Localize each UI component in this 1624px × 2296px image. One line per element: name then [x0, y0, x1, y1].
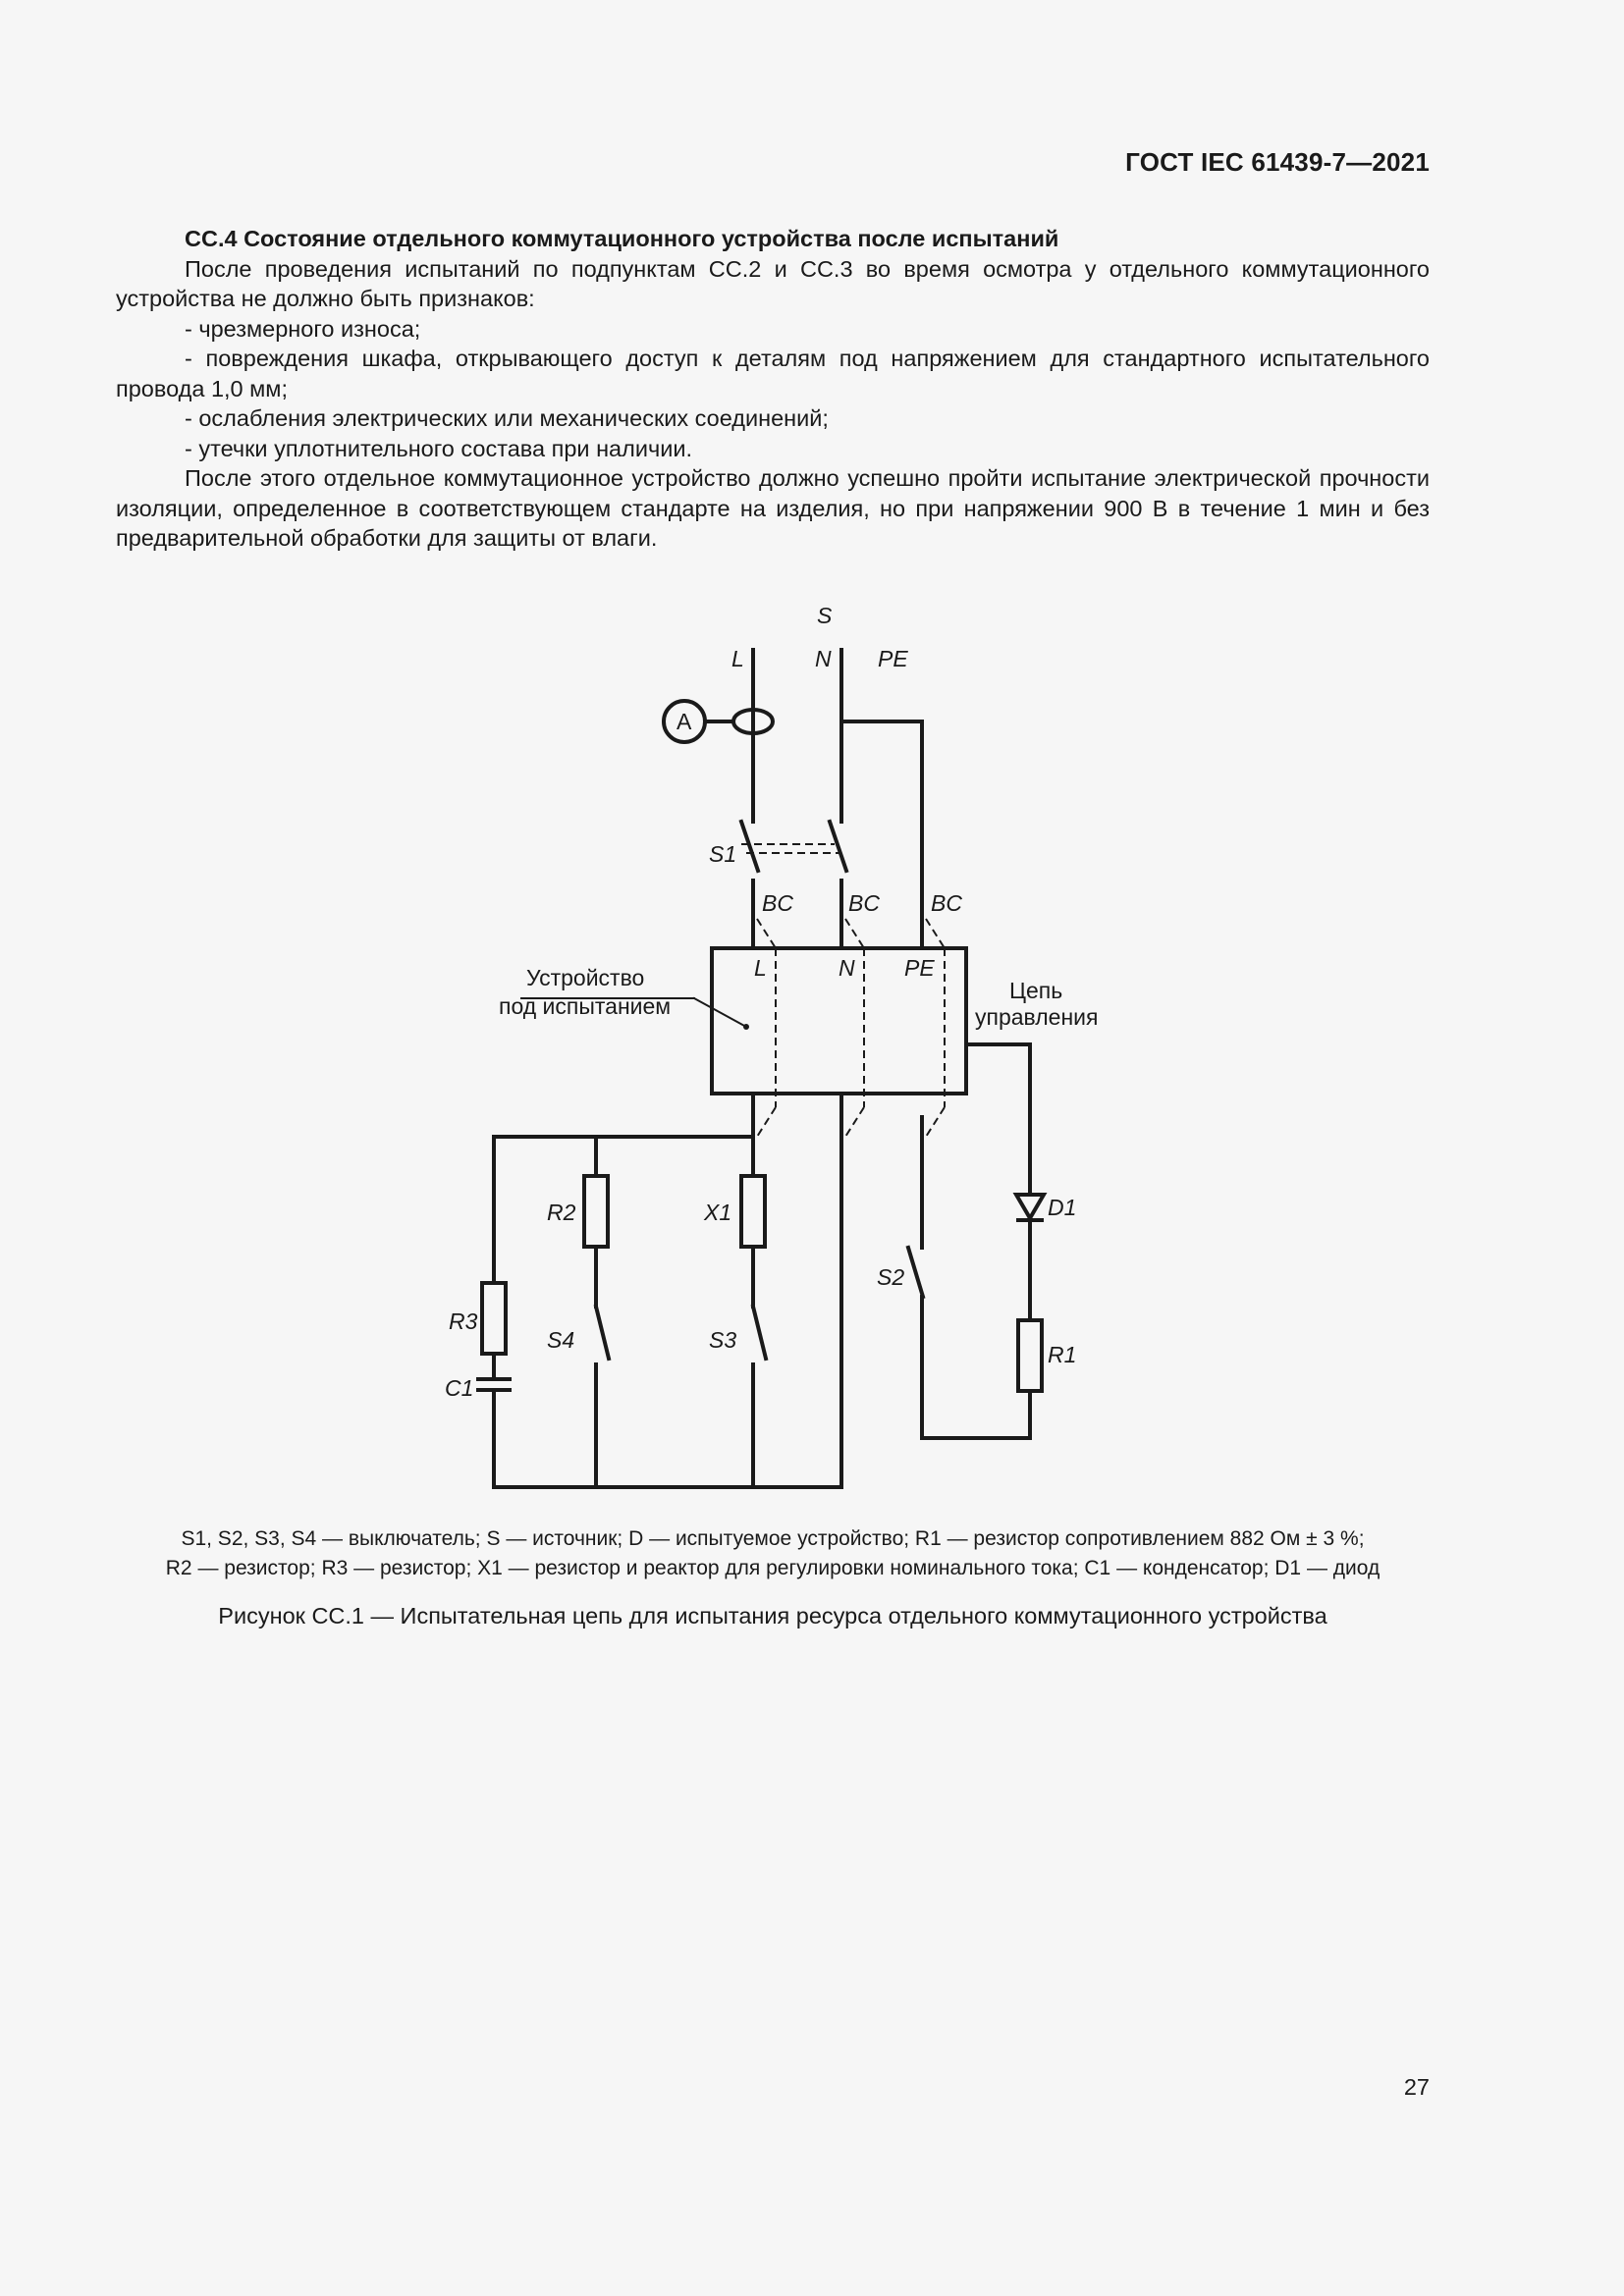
page-number: 27 [1403, 2074, 1430, 2100]
label-bc-n: BC [848, 890, 880, 916]
section-text [116, 224, 1430, 554]
resistor-r1 [1018, 1320, 1042, 1391]
device-leader-dot [743, 1024, 749, 1030]
contact-l-out [757, 1107, 776, 1137]
legend-line: R2 — резистор; R3 — резистор; X1 — резистор и реактор для регулировки номинального тока; C1 — конденсатор; D1 — диод [165, 1557, 1380, 1579]
label-s2: S2 [877, 1264, 905, 1290]
section-closing: После этого отдельное коммутационное устройство должно успешно пройти испытание электрической прочности изоляции, определенное в соответствующем стандарте на изделия, но при напряжении 900 В в течение 1 мин и без предварительной обработки для защиты от влаги. [116, 465, 1430, 551]
legend-line: S1, S2, S3, S4 — выключатель; S — источник; D — испытуемое устройство; R1 — резистор сопротивлением 882 Ом ± 3 %; [181, 1527, 1365, 1550]
label-s3: S3 [709, 1327, 737, 1353]
device-leader-diag [694, 998, 746, 1027]
label-r2: R2 [547, 1200, 576, 1225]
circuit-diagram [0, 579, 1624, 1522]
label-neutral: N [815, 646, 832, 671]
section-intro: После проведения испытаний по подпунктам СС.2 и СС.3 во время осмотра у отдельного коммутационного устройства не должно быть признаков: [116, 255, 1430, 311]
resistor-r2 [584, 1176, 608, 1247]
label-x1: X1 [704, 1200, 732, 1225]
switch-s3-blade [753, 1307, 766, 1359]
label-c1: C1 [445, 1375, 474, 1401]
figure-caption: Рисунок СС.1 — Испытательная цепь для испытания ресурса отдельного коммутационного устройства [218, 1603, 1327, 1629]
label-switch-s1: S1 [709, 841, 737, 867]
label-device-n: N [839, 955, 855, 981]
resistor-x1 [741, 1176, 765, 1247]
label-ammeter: A [677, 709, 692, 734]
figure-legend [116, 1524, 1430, 1583]
label-s4: S4 [547, 1327, 575, 1353]
label-device-l: L [754, 955, 767, 981]
label-r3: R3 [449, 1308, 478, 1334]
label-r1: R1 [1048, 1342, 1077, 1367]
list-item: - чрезмерного износа; [185, 315, 421, 342]
label-device-line2: под испытанием [499, 993, 672, 1019]
label-device-pe: PE [904, 955, 935, 981]
label-source: S [817, 603, 833, 628]
label-control-line2: управления [975, 1004, 1099, 1030]
label-bc-pe: BC [931, 890, 962, 916]
page-header-standard: ГОСТ IEC 61439-7—2021 [1125, 147, 1430, 177]
diode-d1 [1016, 1195, 1044, 1218]
label-device-line1: Устройство [526, 965, 645, 990]
section-title: СС.4 Состояние отдельного коммутационного устройства после испытаний [185, 226, 1059, 251]
label-earth: PE [878, 646, 908, 671]
bc-contact-pe [926, 919, 945, 948]
label-phase: L [731, 646, 744, 671]
switch-s4-blade [596, 1307, 609, 1359]
switch-s1-blade-l [741, 822, 758, 871]
bc-contact-l [757, 919, 776, 948]
switch-s1-blade-n [830, 822, 846, 871]
contact-n-out [845, 1107, 864, 1137]
list-item: - утечки уплотнительного состава при наличии. [185, 435, 692, 461]
list-item: - ослабления электрических или механических соединений; [185, 405, 829, 431]
label-bc-l: BC [762, 890, 793, 916]
label-d1: D1 [1048, 1195, 1077, 1220]
list-item: - повреждения шкафа, открывающего доступ к деталям под напряжением для стандартного испытательного провода 1,0 мм; [116, 346, 1430, 401]
switch-s2-blade [908, 1248, 923, 1297]
label-control-line1: Цепь [1009, 978, 1063, 1003]
bc-contact-n [845, 919, 864, 948]
contact-pe-out [926, 1107, 945, 1137]
circuit-figure [0, 579, 1624, 1522]
resistor-r3 [482, 1283, 506, 1354]
